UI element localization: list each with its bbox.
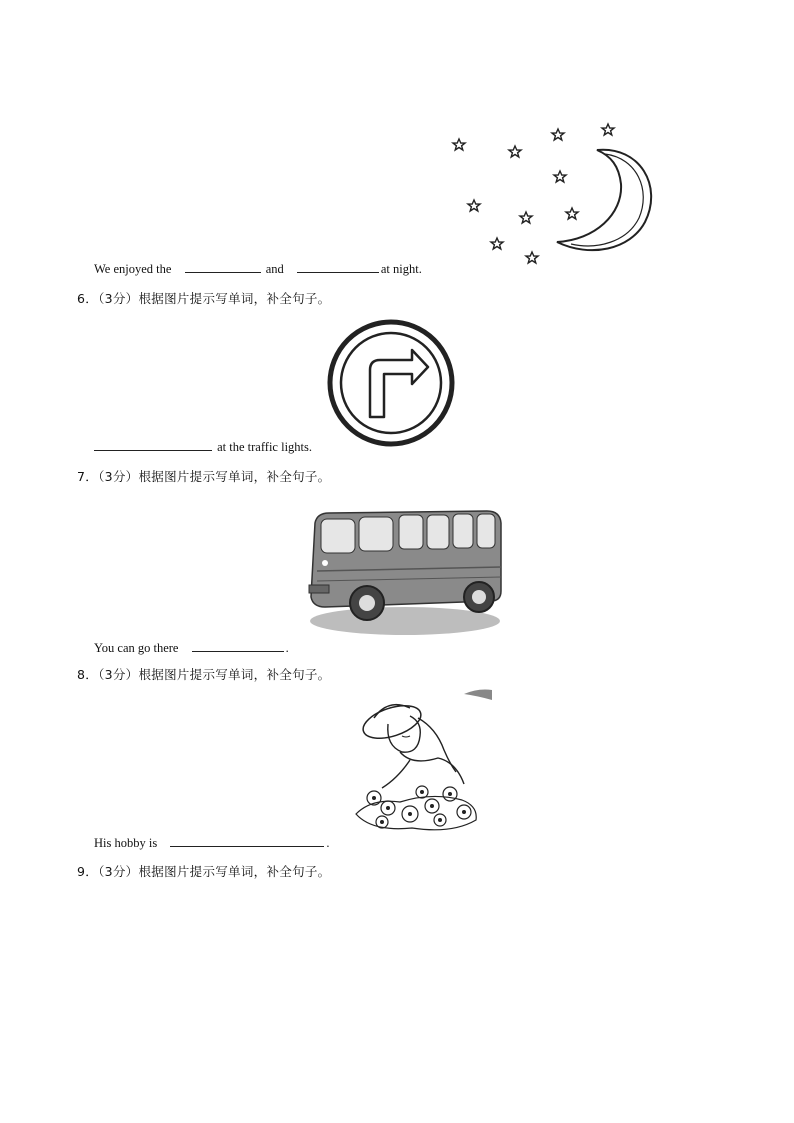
q6-prompt: （3分）根据图片提示写单词，补全句子。 <box>98 291 331 306</box>
turn-right-sign-illustration <box>326 318 456 448</box>
q6-answer-blank[interactable] <box>94 439 212 451</box>
q7-answer-blank[interactable] <box>192 640 284 652</box>
q8-prompt: （3分）根据图片提示写单词，补全句子。 <box>98 667 331 682</box>
q5-sentence <box>94 261 422 277</box>
q8-sentence-start: His hobby is <box>94 836 158 850</box>
q6-sentence-end: at the traffic lights. <box>217 440 313 454</box>
q9-prompt: （3分）根据图片提示写单词，补全句子。 <box>98 864 331 879</box>
q9-number: 9． <box>77 864 99 879</box>
q8-heading <box>77 665 330 683</box>
q5-answer-blank-2[interactable] <box>297 261 379 273</box>
q8-number: 8． <box>77 667 99 682</box>
q7-prompt: （3分）根据图片提示写单词，补全句子。 <box>98 469 331 484</box>
q7-sentence <box>94 640 289 656</box>
q9-heading <box>77 862 330 880</box>
q5-answer-blank-1[interactable] <box>185 261 261 273</box>
moon-and-stars-illustration <box>445 118 665 268</box>
bus-illustration <box>305 503 505 638</box>
q8-answer-blank[interactable] <box>170 835 324 847</box>
q5-sentence-mid: and <box>265 262 284 276</box>
gardening-girl-illustration <box>352 688 492 838</box>
q8-sentence-end: . <box>326 836 330 850</box>
q7-sentence-end: . <box>285 641 289 655</box>
q5-sentence-start: We enjoyed the <box>94 262 172 276</box>
q6-number: 6． <box>77 291 99 306</box>
q7-number: 7． <box>77 469 99 484</box>
q5-sentence-end: at night. <box>380 262 422 276</box>
q8-sentence <box>94 835 329 851</box>
q7-sentence-start: You can go there <box>94 641 179 655</box>
q6-heading <box>77 289 330 307</box>
q6-sentence <box>94 439 312 455</box>
q7-heading <box>77 467 330 485</box>
